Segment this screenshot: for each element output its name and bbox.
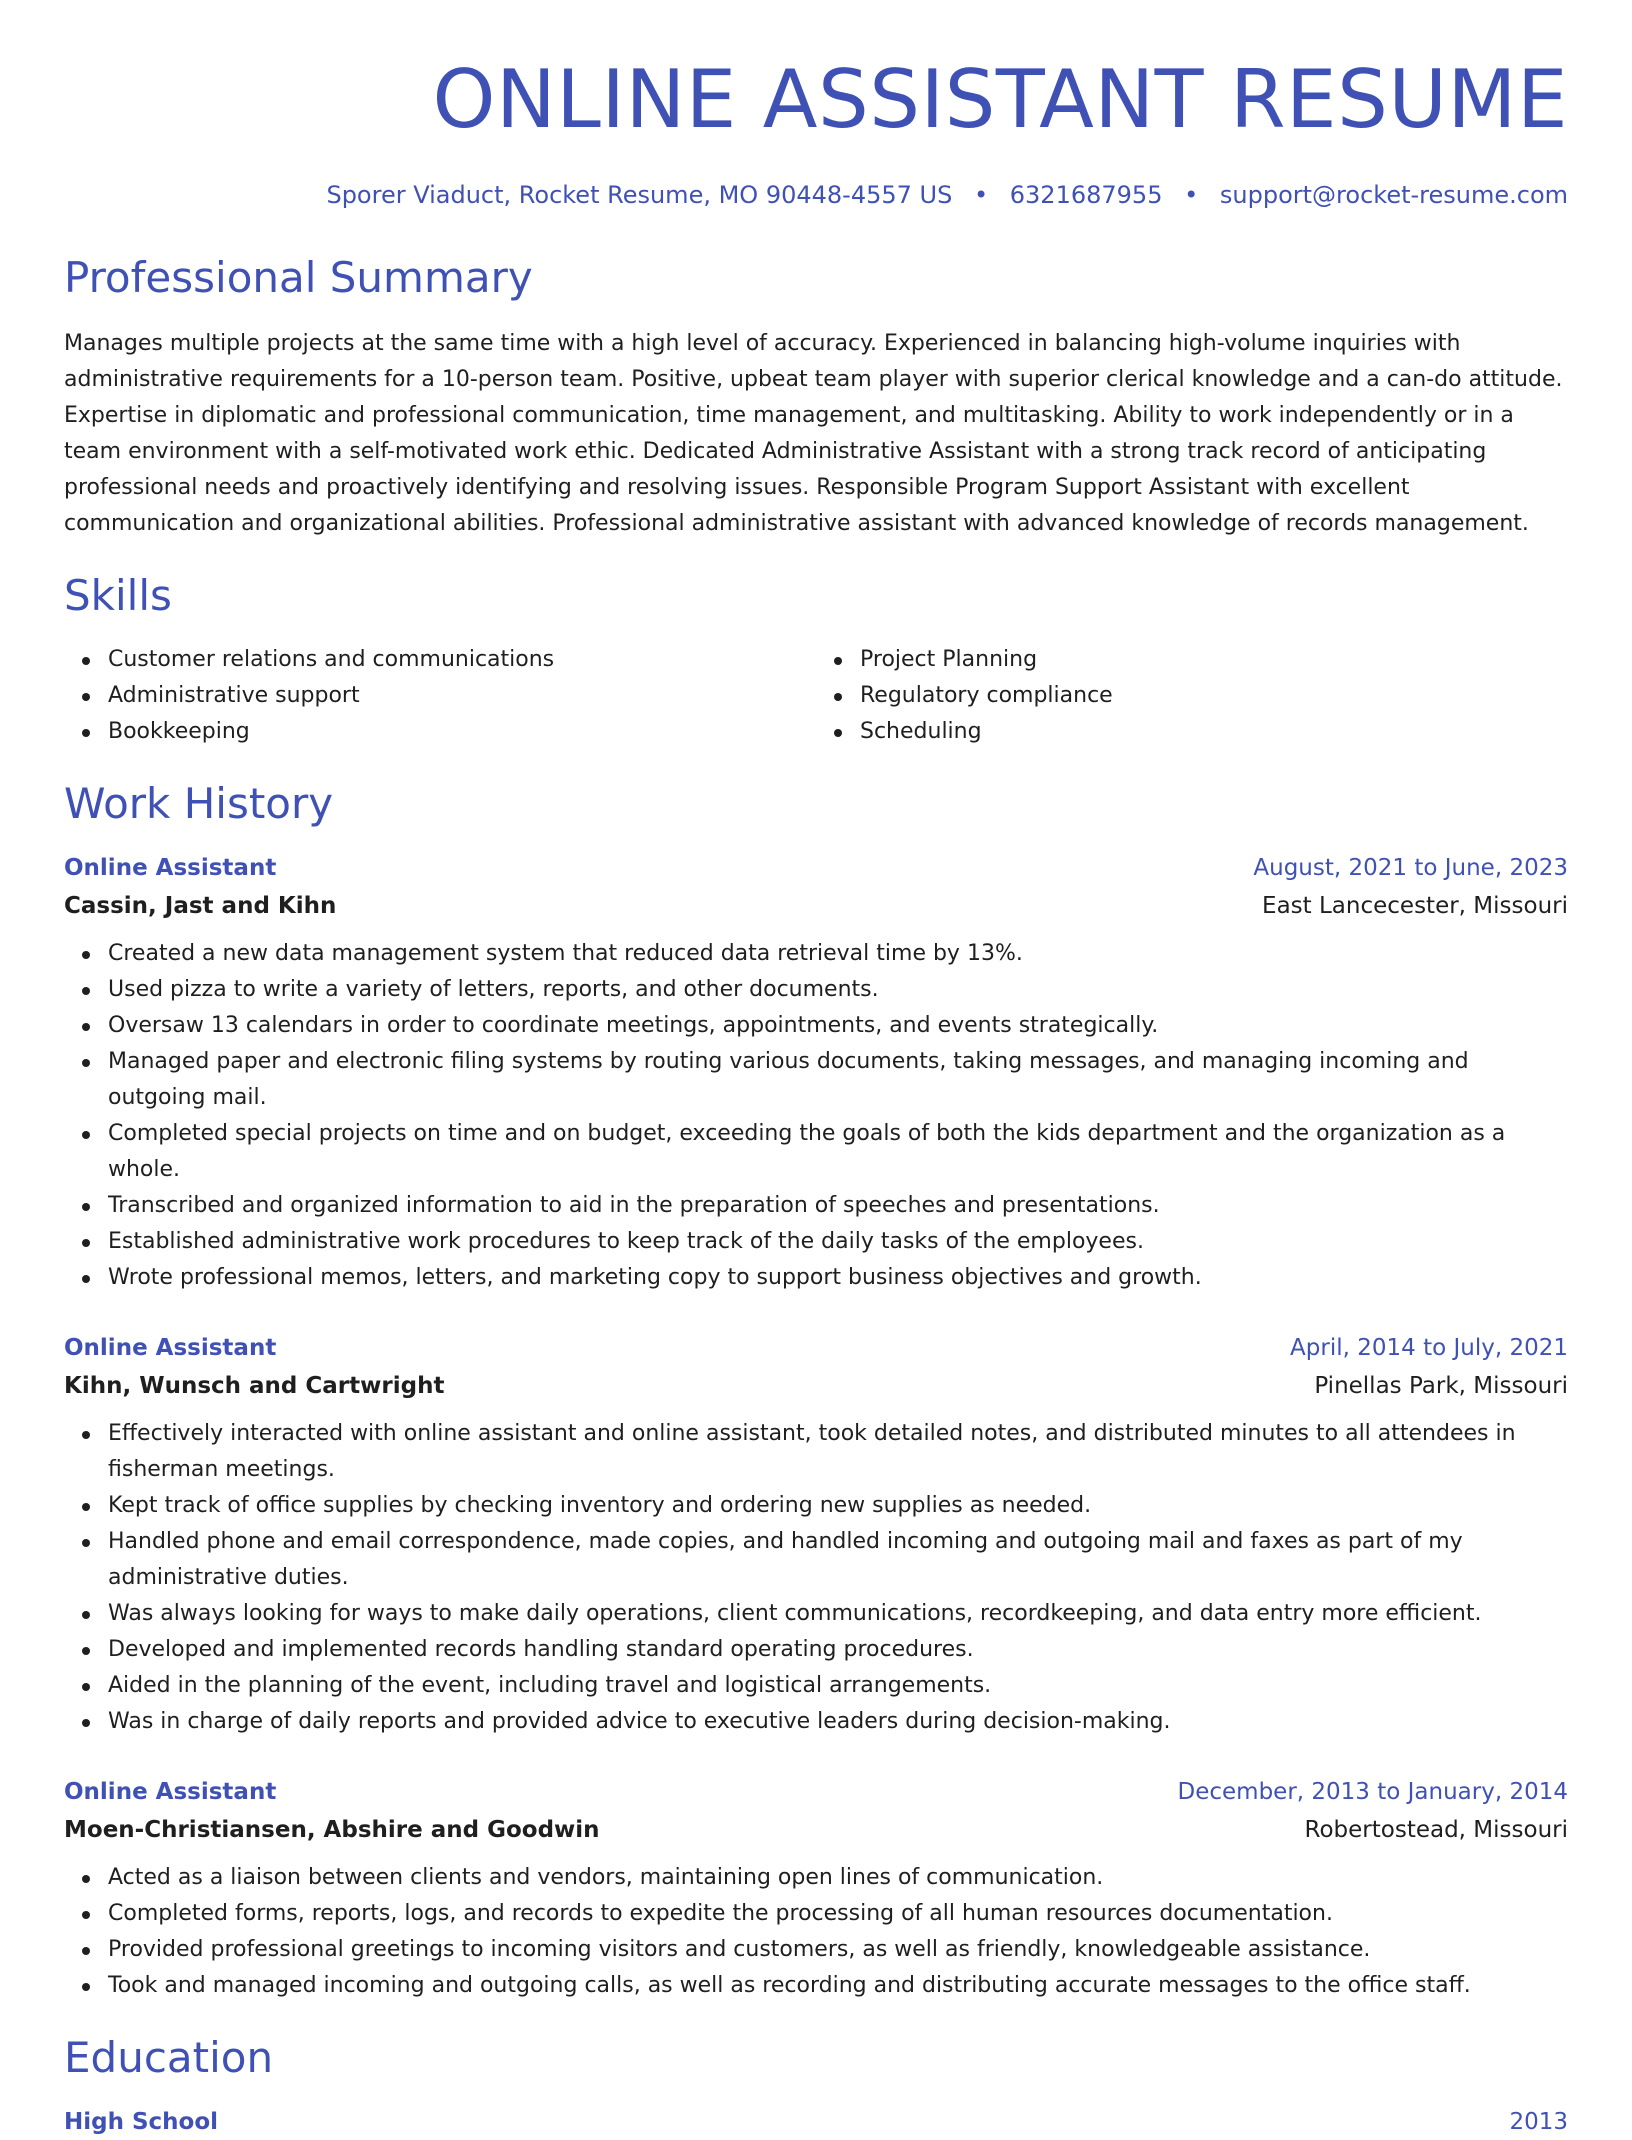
contact-email: support@rocket-resume.com [1219, 181, 1568, 209]
job-bullet: Took and managed incoming and outgoing calls, as well as recording and distributing accurate messages to the office staff. [108, 1968, 1568, 2004]
job-bullet: Developed and implemented records handling standard operating procedures. [108, 1632, 1568, 1668]
job-bullet: Kept track of office supplies by checking inventory and ordering new supplies as needed. [108, 1488, 1568, 1524]
skill-item: Regulatory compliance [860, 678, 1568, 714]
job-bullet: Oversaw 13 calendars in order to coordinate meetings, appointments, and events strategically. [108, 1008, 1568, 1044]
job-bullet: Used pizza to write a variety of letters, reports, and other documents. [108, 972, 1568, 1008]
job-bullet: Provided professional greetings to incoming visitors and customers, as well as friendly, knowledgeable assistance. [108, 1932, 1568, 1968]
job-bullet: Was always looking for ways to make daily operations, client communications, recordkeeping, and data entry more efficient. [108, 1596, 1568, 1632]
job-bullet: Transcribed and organized information to aid in the preparation of speeches and presentations. [108, 1188, 1568, 1224]
job-title: Online Assistant [64, 1335, 277, 1361]
skill-item: Project Planning [860, 642, 1568, 678]
skills-heading: Skills [64, 571, 172, 620]
job-header [64, 1774, 1568, 1810]
job-title: Online Assistant [64, 1779, 277, 1805]
job-dates: December, 2013 to January, 2014 [1177, 1779, 1568, 1805]
skill-item: Customer relations and communications [108, 642, 816, 678]
job-bullet: Created a new data management system that reduced data retrieval time by 13%. [108, 936, 1568, 972]
job-dates: August, 2021 to June, 2023 [1253, 855, 1568, 881]
job-company: Moen-Christiansen, Abshire and Goodwin [64, 1817, 600, 1843]
job-company: Cassin, Jast and Kihn [64, 893, 337, 919]
job-subheader [64, 1810, 1568, 1850]
job-entry [64, 1330, 1568, 1740]
job-header [64, 850, 1568, 886]
job-title: Online Assistant [64, 855, 277, 881]
job-bullets [64, 1416, 1568, 1740]
job-bullets [64, 936, 1568, 1296]
job-bullet: Handled phone and email correspondence, made copies, and handled incoming and outgoing mail and faxes as part of my administrative duties. [108, 1524, 1568, 1596]
work-history-heading: Work History [64, 779, 334, 828]
resume-name: ONLINE ASSISTANT RESUME [432, 53, 1568, 146]
education-entry [64, 2104, 1568, 2140]
job-bullet: Aided in the planning of the event, including travel and logistical arrangements. [108, 1668, 1568, 1704]
job-subheader [64, 1366, 1568, 1406]
job-bullet: Completed special projects on time and on budget, exceeding the goals of both the kids department and the organization as a whole. [108, 1116, 1568, 1188]
job-location: Robertostead, Missouri [1304, 1817, 1568, 1843]
job-bullet: Completed forms, reports, logs, and records to expedite the processing of all human resources documentation. [108, 1896, 1568, 1932]
job-location: East Lancecester, Missouri [1262, 893, 1568, 919]
skill-item: Administrative support [108, 678, 816, 714]
job-dates: April, 2014 to July, 2021 [1290, 1335, 1568, 1361]
job-bullet: Established administrative work procedures to keep track of the daily tasks of the employees. [108, 1224, 1568, 1260]
job-entry [64, 850, 1568, 1296]
skill-item: Bookkeeping [108, 714, 816, 750]
job-header [64, 1330, 1568, 1366]
job-bullet: Acted as a liaison between clients and vendors, maintaining open lines of communication. [108, 1860, 1568, 1896]
job-bullet: Effectively interacted with online assistant and online assistant, took detailed notes, and distributed minutes to all attendees in fisherman meetings. [108, 1416, 1568, 1488]
education-heading: Education [64, 2033, 274, 2082]
summary-heading: Professional Summary [64, 253, 533, 302]
summary-text: Manages multiple projects at the same time with a high level of accuracy. Experienced in balancing high-volume inquiries with administrative requirements for a 10-person team. Positive, upbeat team player with superior clerical knowledge and a can-do attitude. Expertise in diplomatic and professional communication, time management, and multitasking. Ability to work independently or in a team environment with a self-motivated work ethic. Dedicated Administrative Assistant with a strong track record of anticipating professional needs and proactively identifying and resolving issues. Responsible Program Support Assistant with excellent communication and organizational abilities. Professional administrative assistant with advanced knowledge of records management. [64, 331, 1563, 536]
job-bullet: Managed paper and electronic filing systems by routing various documents, taking messages, and managing incoming and outgoing mail. [108, 1044, 1568, 1116]
skills-column-right [816, 642, 1568, 750]
job-subheader [64, 886, 1568, 926]
skills-column-left [64, 642, 816, 750]
job-company: Kihn, Wunsch and Cartwright [64, 1373, 445, 1399]
skills-list [64, 642, 1568, 750]
job-location: Pinellas Park, Missouri [1314, 1373, 1568, 1399]
job-bullet: Was in charge of daily reports and provided advice to executive leaders during decision-making. [108, 1704, 1568, 1740]
contact-separator: • [973, 181, 989, 209]
job-entry [64, 1774, 1568, 2004]
contact-line [64, 178, 1568, 212]
contact-address: Sporer Viaduct, Rocket Resume, MO 90448-4557 US [326, 181, 953, 209]
contact-phone: 6321687955 [1009, 181, 1163, 209]
contact-separator: • [1184, 181, 1199, 209]
skill-item: Scheduling [860, 714, 1568, 750]
education-year: 2013 [1509, 2109, 1568, 2135]
job-bullet: Wrote professional memos, letters, and marketing copy to support business objectives and growth. [108, 1260, 1568, 1296]
education-degree: High School [64, 2109, 219, 2135]
job-bullets [64, 1860, 1568, 2004]
